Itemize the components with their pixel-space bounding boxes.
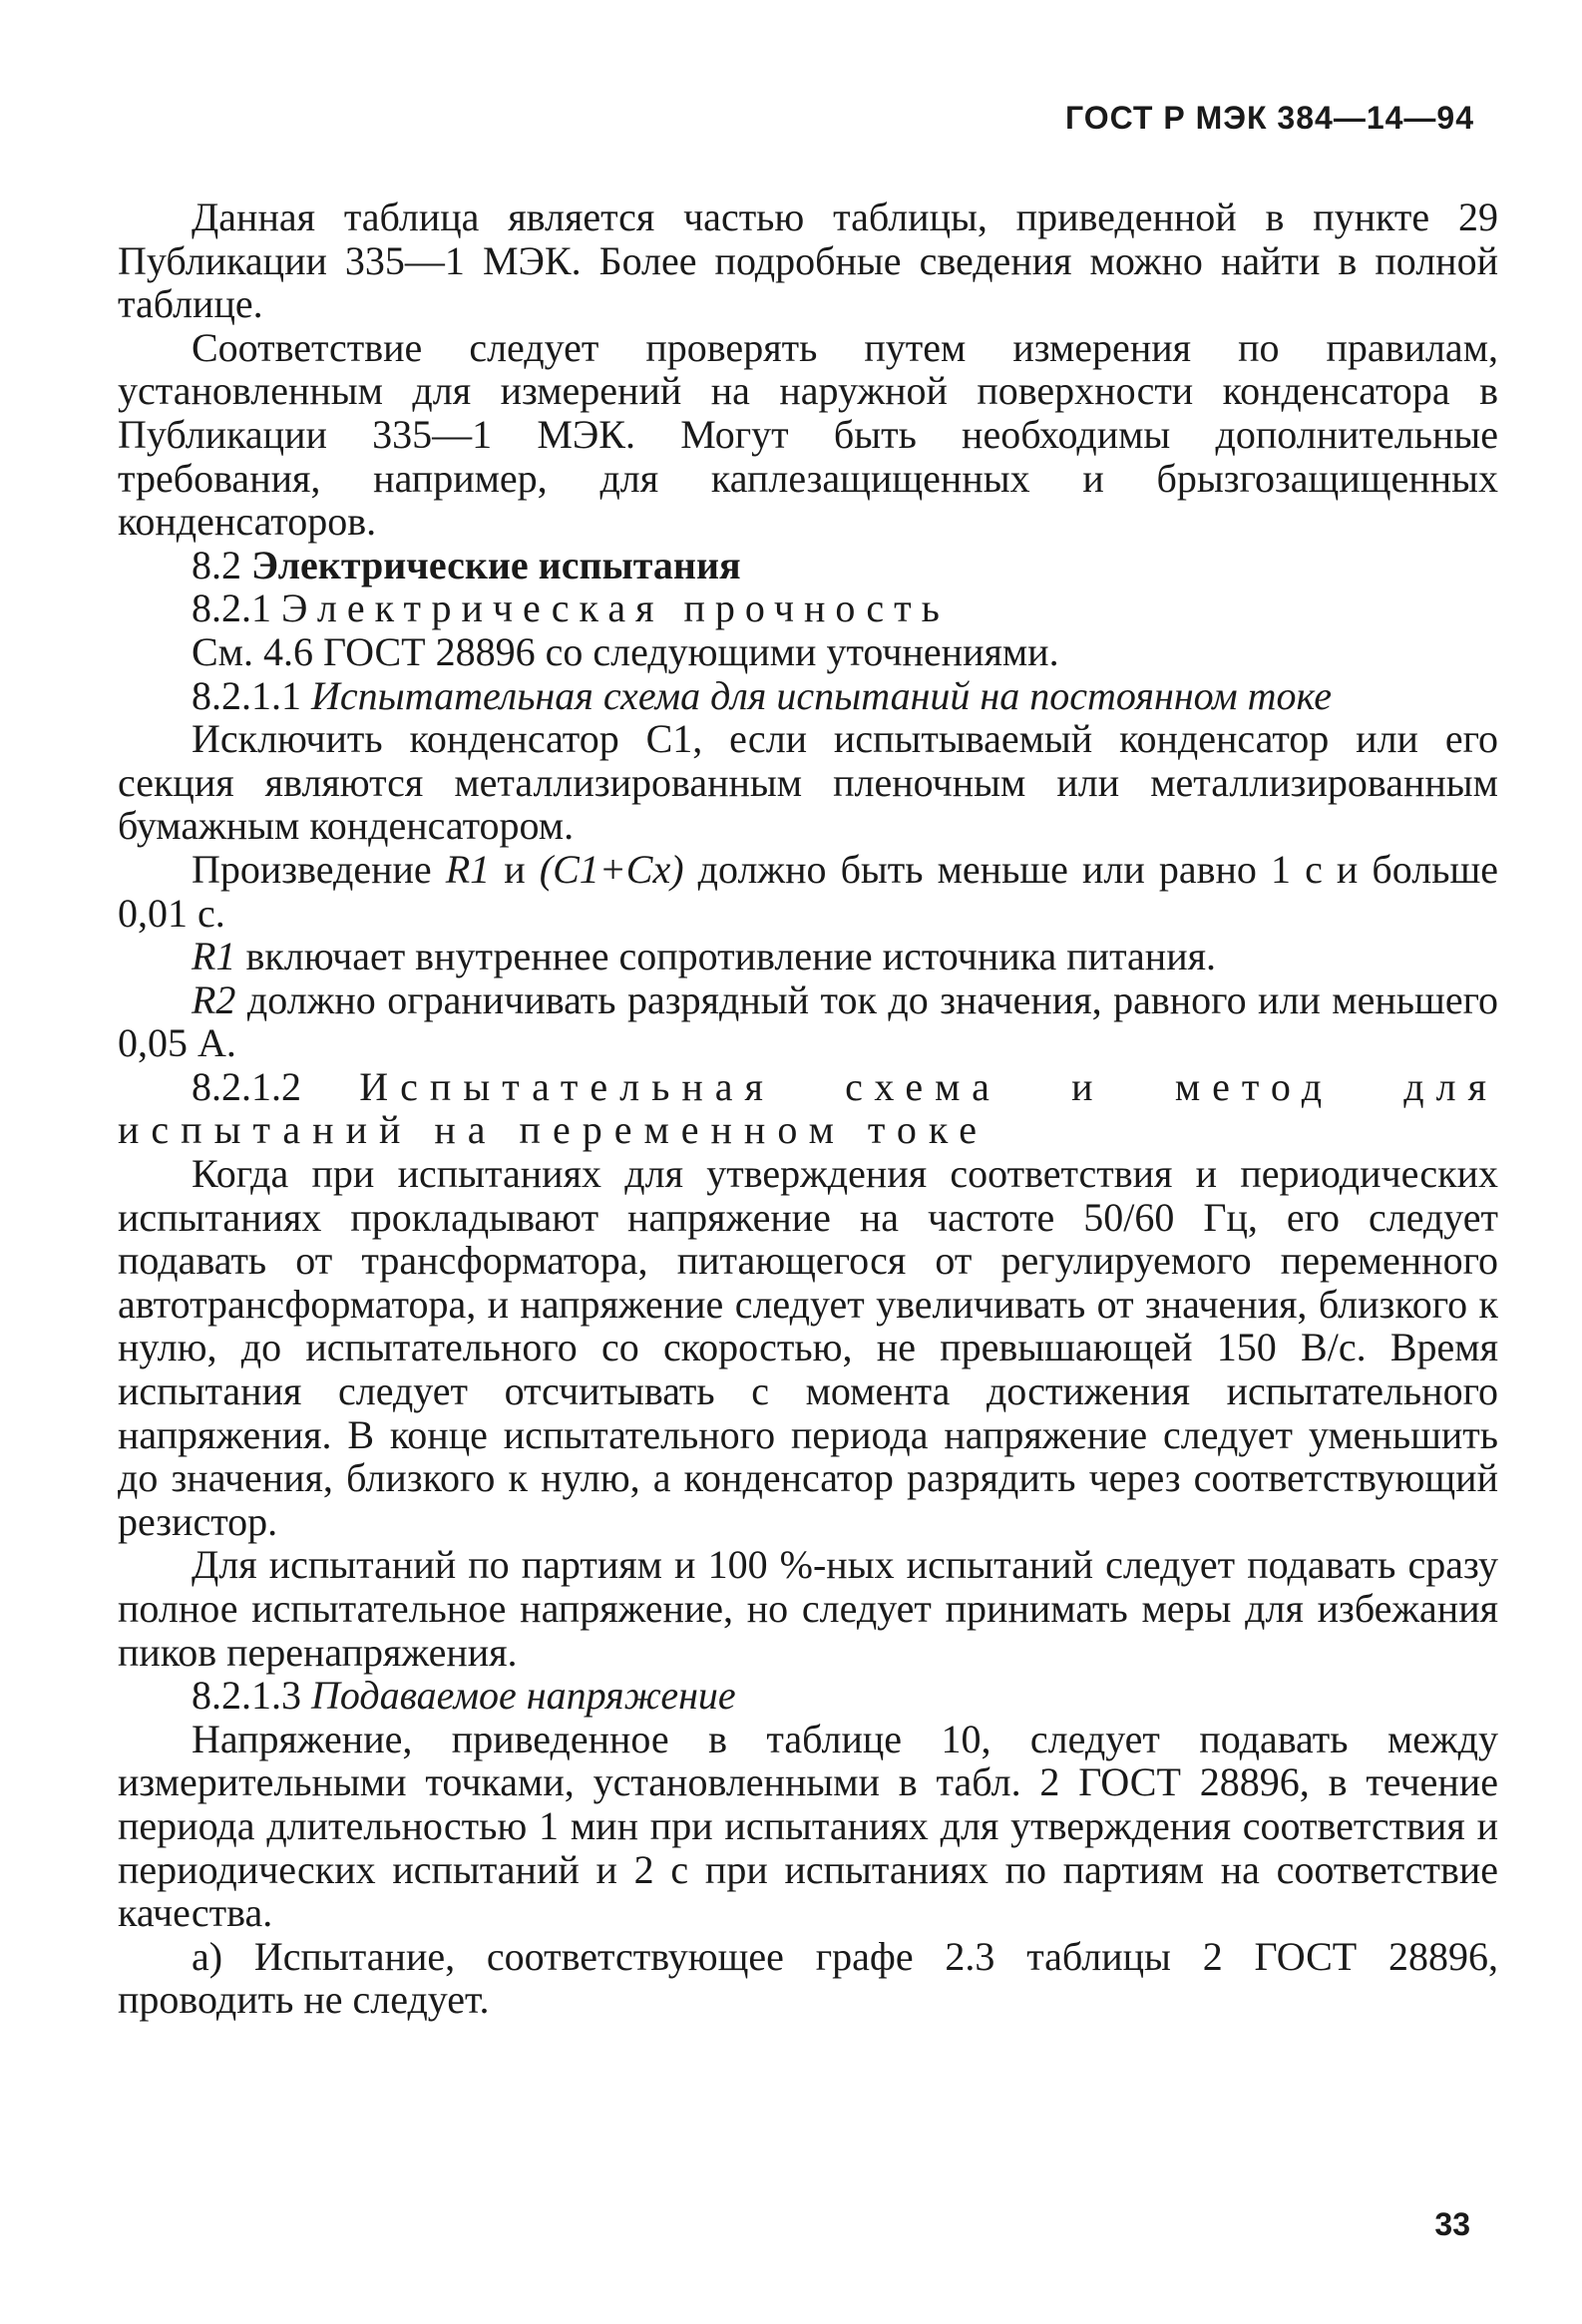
paragraph-r2 bbox=[118, 978, 1498, 1065]
section-title: Испытательная схема и метод для испытаний на переменном токе bbox=[118, 1063, 1499, 1153]
text-run: должно быть меньше или равно 1 с и больше 0,01 с. bbox=[118, 846, 1499, 936]
page-number: 33 bbox=[1434, 2206, 1470, 2242]
symbol-c1-cx: (C1+Cx) bbox=[539, 846, 684, 892]
paragraph-compliance: Соответствие следует проверять путем измерения по правилам, установленным для измерений на наружной поверхности конденсатора в Публикации 335—1 МЭК. Могут быть необходимы дополнительные требования, например, для каплезащищенных и брызгозащищенных конденсаторов. bbox=[118, 324, 1498, 545]
section-title: Электрические испытания bbox=[251, 542, 741, 587]
paragraph-table-note: Данная таблица является частью таблицы, приведенной в пункте 29 Публикации 335—1 МЭК. Более подробные сведения можно найти в полной таблице. bbox=[118, 194, 1498, 327]
paragraph-ac-method: Когда при испытаниях для утверждения соответствия и периодических испытаниях прокладывают напряжение на частоте 50/60 Гц, его следует подавать от трансформатора, питающегося от регулируемого переменного автотрансформатора, и напряжение следует увеличивать от значения, близкого к нулю, до испытательного со скоростью, не превышающей 150 В/с. Время испытания следует отсчитывать с момента достижения испытательного напряжения. В конце испытательного периода напряжение следует уменьшить до значения, близкого к нулю, а конденсатор разрядить через соответствующий резистор. bbox=[118, 1151, 1498, 1544]
section-number: 8.2.1 bbox=[192, 585, 271, 631]
paragraph-r1 bbox=[118, 935, 1498, 978]
text-run: должно ограничивать разрядный ток до значения, равного или меньшего 0,05 А. bbox=[118, 976, 1498, 1066]
section-8-2-1-2-heading bbox=[118, 1065, 1498, 1152]
section-number: 8.2.1.1 bbox=[192, 672, 301, 718]
symbol-r1: R1 bbox=[445, 846, 491, 892]
paragraph-item-a: а) Испытание, соответствующее графе 2.3 таблицы 2 ГОСТ 28896, проводить не следует. bbox=[118, 1933, 1498, 2023]
paragraph-applied-voltage: Напряжение, приведенное в таблице 10, следует подавать между измерительными точками, установленными в табл. 2 ГОСТ 28896, в течение периода длительностью 1 мин при испытаниях для утверждения соответствия и периодических испытаний и 2 с при испытаниях по партиям на соответствие качества. bbox=[118, 1716, 1498, 1936]
section-8-2-1-3-heading bbox=[118, 1674, 1498, 1718]
section-number: 8.2.1.2 bbox=[192, 1063, 301, 1109]
paragraph-product bbox=[118, 848, 1498, 935]
document-body bbox=[118, 195, 1498, 2022]
section-8-2-heading bbox=[118, 544, 1498, 587]
paragraph-exclude-c1: Исключить конденсатор C1, если испытываемый конденсатор или его секция являются металлизированным пленочным или металлизированным бумажным конденсатором. bbox=[118, 716, 1498, 849]
section-number: 8.2.1.3 bbox=[192, 1673, 301, 1719]
text-run: Произведение bbox=[192, 846, 446, 892]
text-run: включает внутреннее сопротивление источника питания. bbox=[235, 934, 1217, 979]
symbol-r1: R1 bbox=[192, 934, 236, 979]
section-title: Электрическая прочность bbox=[281, 585, 950, 631]
text-run: и bbox=[490, 846, 540, 892]
symbol-r2: R2 bbox=[192, 976, 236, 1022]
paragraph-batch-tests: Для испытаний по партиям и 100 %-ных испытаний следует подавать сразу полное испытательное напряжение, но следует принимать меры для избежания пиков перенапряжения. bbox=[118, 1542, 1498, 1675]
section-8-2-1-heading bbox=[118, 586, 1498, 630]
section-title: Подаваемое напряжение bbox=[311, 1673, 736, 1719]
paragraph-reference: См. 4.6 ГОСТ 28896 со следующими уточнениями. bbox=[192, 628, 1059, 674]
document-header: ГОСТ Р МЭК 384—14—94 bbox=[1064, 100, 1474, 136]
section-number: 8.2 bbox=[192, 542, 241, 587]
section-8-2-1-1-heading bbox=[118, 674, 1498, 718]
section-title: Испытательная схема для испытаний на постоянном токе bbox=[311, 672, 1333, 718]
